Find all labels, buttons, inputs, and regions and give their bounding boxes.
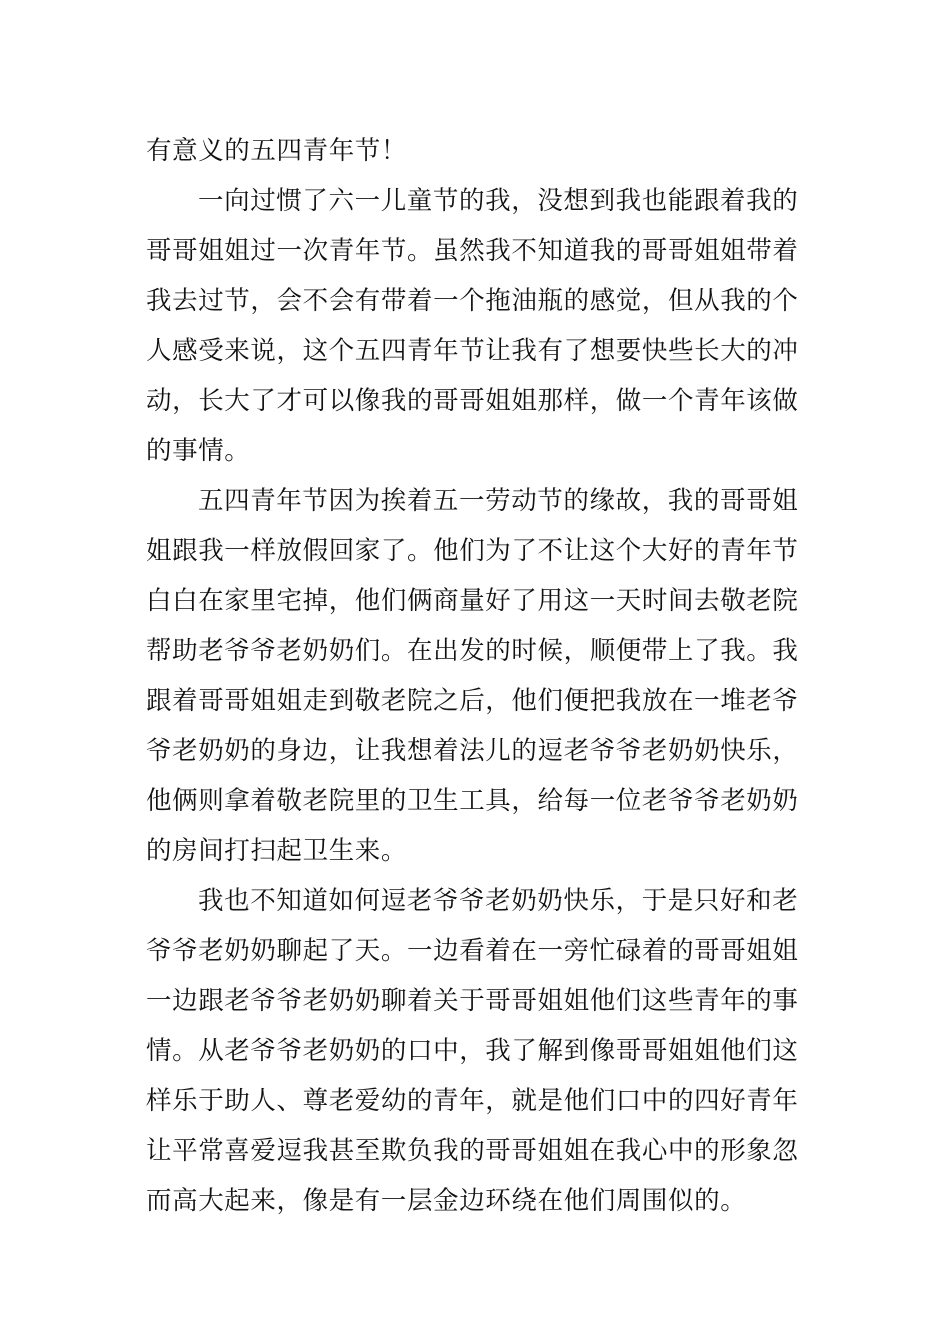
text-line: 人感受来说，这个五四青年节让我有了想要快些长大的冲 bbox=[146, 336, 799, 366]
text-line: 有意义的五四青年节！ bbox=[146, 136, 408, 166]
text-line: 哥哥姐姐过一次青年节。虽然我不知道我的哥哥姐姐带着 bbox=[146, 236, 799, 266]
text-line: 跟着哥哥姐姐走到敬老院之后，他们便把我放在一堆老爷 bbox=[146, 686, 799, 716]
text-line: 的房间打扫起卫生来。 bbox=[146, 836, 408, 866]
text-line: 让平常喜爱逗我甚至欺负我的哥哥姐姐在我心中的形象忽 bbox=[146, 1136, 799, 1166]
text-line: 五四青年节因为挨着五一劳动节的缘故，我的哥哥姐 bbox=[198, 486, 799, 516]
text-line: 而高大起来，像是有一层金边环绕在他们周围似的。 bbox=[146, 1186, 747, 1216]
text-line: 一向过惯了六一儿童节的我，没想到我也能跟着我的 bbox=[198, 186, 799, 216]
text-line: 的事情。 bbox=[146, 436, 251, 466]
text-line: 爷老奶奶的身边，让我想着法儿的逗老爷爷老奶奶快乐， bbox=[146, 736, 799, 766]
text-line: 我去过节，会不会有带着一个拖油瓶的感觉，但从我的个 bbox=[146, 286, 799, 316]
article-body bbox=[146, 126, 806, 1226]
text-line: 情。从老爷爷老奶奶的口中，我了解到像哥哥姐姐他们这 bbox=[146, 1036, 799, 1066]
text-line: 动，长大了才可以像我的哥哥姐姐那样，做一个青年该做 bbox=[146, 386, 799, 416]
text-line: 帮助老爷爷老奶奶们。在出发的时候，顺便带上了我。我 bbox=[146, 636, 799, 666]
text-line: 姐跟我一样放假回家了。他们为了不让这个大好的青年节 bbox=[146, 536, 799, 566]
text-line: 他俩则拿着敬老院里的卫生工具，给每一位老爷爷老奶奶 bbox=[146, 786, 799, 816]
text-line: 一边跟老爷爷老奶奶聊着关于哥哥姐姐他们这些青年的事 bbox=[146, 986, 799, 1016]
text-line: 爷爷老奶奶聊起了天。一边看着在一旁忙碌着的哥哥姐姐 bbox=[146, 936, 799, 966]
paragraph-1 bbox=[146, 126, 806, 176]
text-line: 我也不知道如何逗老爷爷老奶奶快乐，于是只好和老 bbox=[198, 886, 799, 916]
text-line: 白白在家里宅掉，他们俩商量好了用这一天时间去敬老院 bbox=[146, 586, 799, 616]
paragraph-2 bbox=[146, 176, 806, 476]
text-line: 样乐于助人、尊老爱幼的青年，就是他们口中的四好青年 bbox=[146, 1086, 799, 1116]
paragraph-3 bbox=[146, 476, 806, 876]
paragraph-4 bbox=[146, 876, 806, 1226]
